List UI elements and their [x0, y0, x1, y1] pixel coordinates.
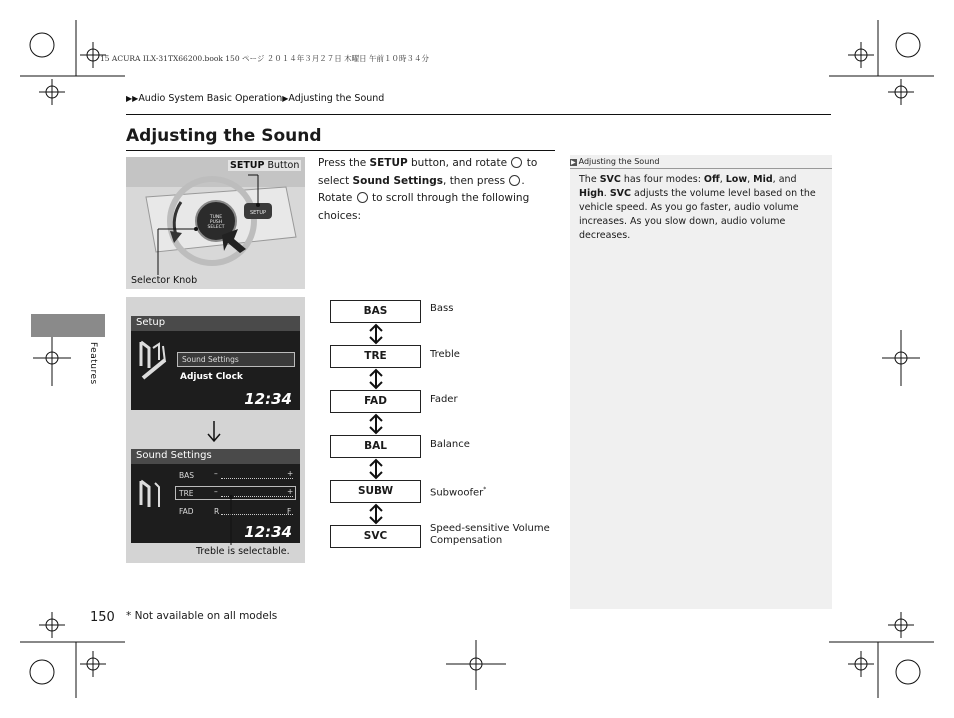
knob-label: PUSH — [209, 220, 223, 225]
down-arrow-icon — [206, 419, 226, 445]
mode-desc-treble: Treble — [430, 349, 460, 360]
section-tab[interactable] — [31, 314, 105, 337]
intro-bold: Sound Settings — [352, 174, 444, 187]
note-text: , — [719, 174, 726, 185]
level-right-mark: F — [287, 507, 292, 516]
mode-box-subw: SUBW — [330, 480, 421, 503]
level-right-mark: + — [287, 487, 294, 496]
sound-screen-title: Sound Settings — [131, 449, 300, 464]
breadcrumb-arrow-icon: ▶▶ — [126, 94, 139, 103]
rotate-knob-icon — [357, 192, 368, 203]
sound-settings-screen — [131, 449, 300, 543]
setup-callout-bold: SETUP — [230, 160, 265, 171]
intro-text: button, and rotate — [407, 157, 511, 169]
setup-button-label: SETUP — [249, 210, 267, 216]
breadcrumb-section[interactable]: Audio System Basic Operation — [138, 93, 283, 104]
music-wrench-icon — [137, 338, 169, 380]
page-number: 150 — [90, 610, 115, 625]
note-body — [579, 173, 824, 243]
title-rule — [126, 150, 555, 151]
intro-paragraph — [318, 155, 558, 225]
mode-box-bas: BAS — [330, 300, 421, 323]
intro-text: , then press — [443, 174, 509, 187]
page-title: Adjusting the Sound — [126, 126, 322, 146]
speaker-icon — [137, 477, 169, 519]
up-down-arrow-icon — [366, 323, 386, 345]
control-panel-photo — [126, 157, 305, 289]
level-bar — [221, 471, 293, 479]
note-bold: Off — [703, 174, 720, 185]
setup-screen-title: Setup — [131, 316, 300, 331]
note-text: , and — [772, 174, 797, 185]
subwoofer-label: Subwoofer — [430, 487, 484, 499]
knob-label: TUNE — [209, 215, 223, 220]
note-text: has four modes: — [620, 174, 704, 185]
intro-bold: SETUP — [369, 157, 408, 169]
rotate-knob-icon — [511, 157, 522, 168]
up-down-arrow-icon — [366, 458, 386, 480]
note-bold: Low — [725, 174, 748, 185]
mode-box-tre: TRE — [330, 345, 421, 368]
display-panel — [126, 297, 305, 563]
mode-box-svc: SVC — [330, 525, 421, 548]
mode-box-bal: BAL — [330, 435, 421, 458]
level-left-mark: R — [214, 507, 220, 516]
level-label: FAD — [179, 507, 194, 516]
setup-screen-clock: 12:34 — [244, 390, 292, 408]
note-text: The — [579, 174, 600, 185]
note-bold: High — [579, 188, 604, 199]
level-left-mark: – — [214, 487, 218, 496]
intro-text: to scroll through the following choices: — [318, 192, 530, 222]
note-text: . — [603, 188, 610, 199]
note-box-header — [570, 155, 832, 169]
note-title: Adjusting the Sound — [578, 157, 660, 166]
level-label: TRE — [179, 489, 194, 498]
mode-desc-fader: Fader — [430, 394, 458, 405]
mode-desc-subwoofer — [430, 484, 486, 499]
breadcrumb-separator-icon: ▶ — [282, 94, 289, 103]
note-icon: ▶ — [571, 159, 576, 166]
up-down-arrow-icon — [366, 503, 386, 525]
setup-screen — [131, 316, 300, 410]
level-left-mark: – — [214, 469, 218, 478]
footnote-marker: * — [483, 486, 487, 493]
selector-knob-callout: Selector Knob — [131, 275, 198, 286]
adjust-clock-menu-item[interactable]: Adjust Clock — [180, 372, 243, 382]
note-bold: SVC — [609, 188, 631, 199]
section-label: Features — [88, 342, 98, 385]
intro-text: . Rotate — [318, 174, 525, 204]
footnote: * Not available on all models — [126, 610, 278, 622]
treble-caption: Treble is selectable. — [196, 546, 290, 557]
up-down-arrow-icon — [366, 413, 386, 435]
note-text: adjusts the volume level based on the vehicle speed. As you go faster, audio volume increases. As you slow down, audio volume decreases. — [579, 188, 816, 241]
level-right-mark: + — [287, 469, 294, 478]
print-header-note: 15 ACURA ILX-31TX66200.book 150 ページ ２０１４年３月２７日 木曜日 午前１０時３４分 — [100, 54, 429, 63]
mode-box-fad: FAD — [330, 390, 421, 413]
breadcrumb — [126, 93, 384, 104]
note-box — [570, 155, 832, 609]
press-knob-icon — [509, 175, 520, 186]
breadcrumb-page: Adjusting the Sound — [288, 93, 385, 104]
mode-desc-balance: Balance — [430, 439, 470, 450]
caption-leader-line — [226, 495, 236, 545]
control-panel-illustration — [126, 157, 305, 289]
note-bold: Mid — [753, 174, 773, 185]
sound-settings-menu-item[interactable]: Sound Settings — [177, 352, 295, 367]
level-label: BAS — [179, 471, 195, 480]
up-down-arrow-icon — [366, 368, 386, 390]
setup-button-callout — [228, 160, 301, 171]
intro-text: to select — [318, 157, 538, 187]
note-text: , — [747, 174, 754, 185]
mode-desc-bass: Bass — [430, 303, 454, 314]
mode-desc-svc: Speed-sensitive Volume Compensation — [430, 523, 550, 546]
note-bold: SVC — [599, 174, 621, 185]
setup-callout-rest: Button — [264, 160, 300, 171]
sound-screen-clock: 12:34 — [244, 523, 292, 541]
header-rule — [126, 114, 831, 115]
knob-label: SELECT — [207, 225, 225, 230]
intro-text: Press the — [318, 157, 370, 169]
